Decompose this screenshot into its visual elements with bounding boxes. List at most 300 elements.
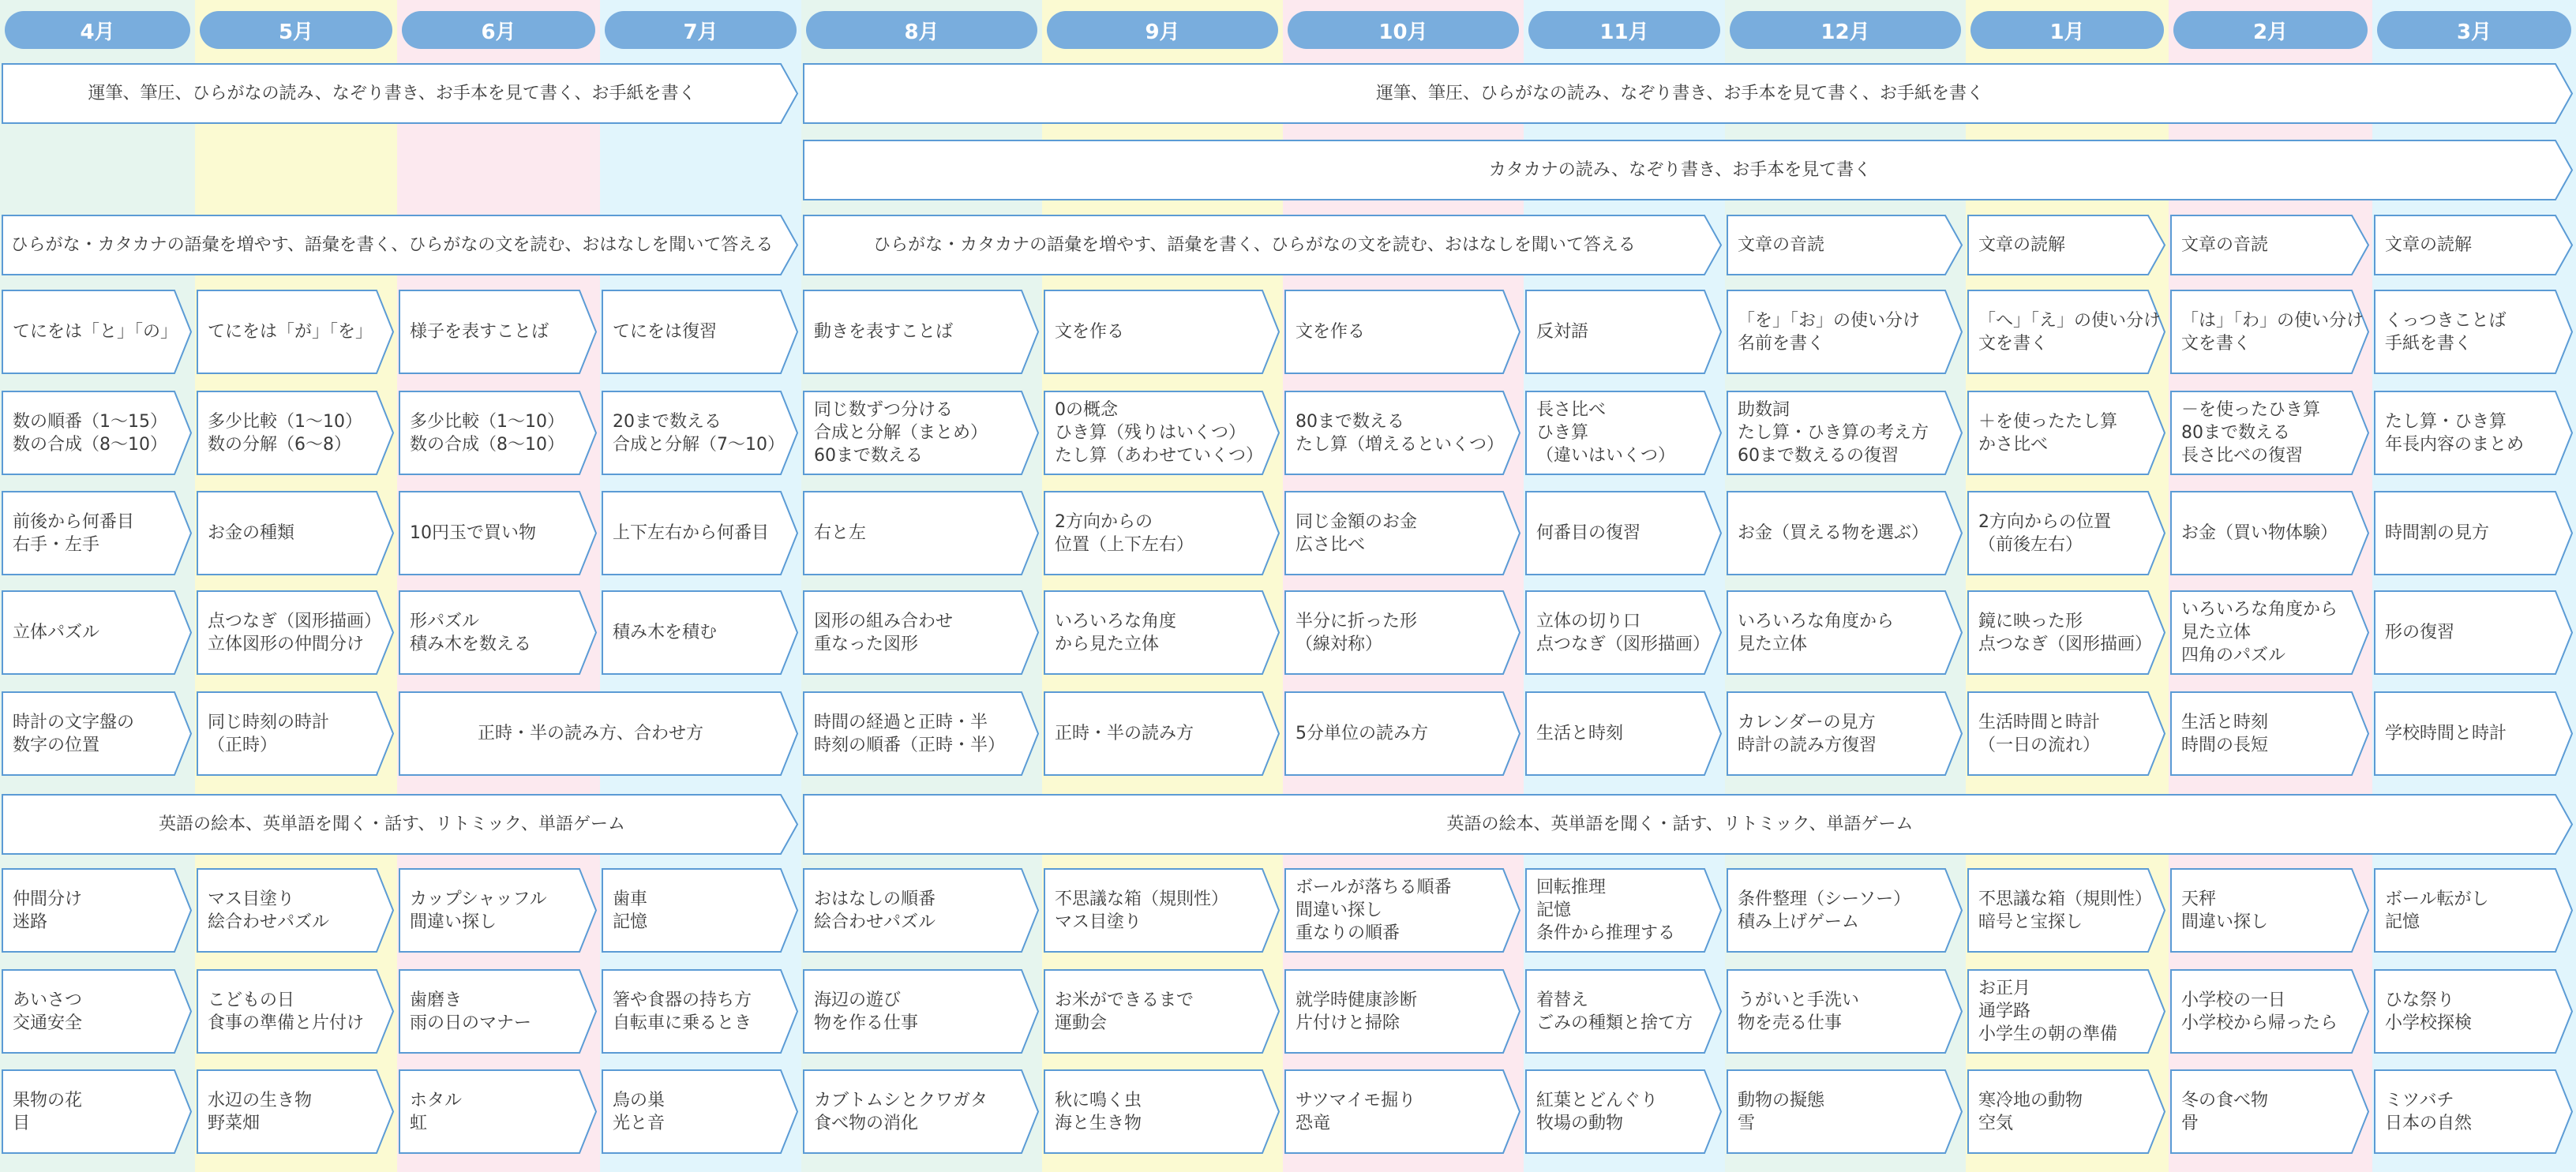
curriculum-cell [1727,691,1963,776]
cell-line: 上下左右から何番目 [613,523,770,543]
cell-line: 積み木を積む [613,623,718,642]
cell-line: 多少比較（1〜10） [410,411,564,432]
cell-text [2181,290,2364,374]
curriculum-cell [1525,691,1722,776]
cell-text [410,868,573,953]
cell-line: 時刻の順番（正時・半） [814,735,1006,755]
cell-line: 手紙を書く [2385,333,2473,354]
cell-line: 点つなぎ（図形描画） [1978,634,2153,654]
cell-line: てにをは復習 [613,322,718,342]
cell-text [1738,1069,1939,1154]
cell-line: 天秤 [2181,889,2217,909]
cell-line: 見た立体 [2181,623,2252,642]
cell-text [1055,868,1256,953]
cell-line: 歯磨き [410,990,463,1010]
cell-text [208,868,370,953]
curriculum-cell [197,491,394,575]
curriculum-cell [1044,868,1280,953]
cell-text [1978,215,2142,275]
cell-line: 重なった図形 [814,634,919,654]
cell-line: 正時・半の読み方、合わせ方 [477,724,703,743]
month-header-3: 6月 [402,11,595,49]
curriculum-cell [2170,215,2369,275]
cell-text [814,1069,1015,1154]
curriculum-cell [399,391,597,475]
cell-line: 間違い探し [2181,912,2269,932]
cell-line: 光と音 [613,1113,666,1133]
cell-line: 間違い探し [410,912,497,932]
cell-line: 数の順番（1〜15） [13,411,167,432]
cell-text [613,391,785,475]
cell-line: ボール転がし [2385,889,2489,909]
cell-line: 条件から推理する [1536,923,1676,943]
cell-line: うがいと手洗い [1738,990,1860,1010]
cell-text [208,290,373,374]
cell-line: 5分単位の読み方 [1295,724,1428,743]
curriculum-cell [197,691,394,776]
cell-line: たし算・ひき算の考え方 [1738,423,1929,443]
cell-text [9,794,774,855]
cell-text [9,63,774,124]
cell-text [208,691,370,776]
cell-line: 文を書く [1978,333,2049,354]
cell-text [1295,590,1497,675]
cell-line: 形パズル [410,611,480,631]
cell-text [1738,969,1939,1054]
cell-line: 同じ金額のお金 [1295,511,1418,532]
curriculum-cell [1284,491,1520,575]
curriculum-cell [602,491,798,575]
cell-line: 図形の組み合わせ [814,611,954,631]
cell-line: 記憶 [2385,912,2420,932]
cell-text [208,590,382,675]
cell-text [410,1069,573,1154]
cell-line: 点つなぎ（図形描画） [1536,634,1711,654]
curriculum-cell [803,140,2573,200]
cell-line: （前後左右） [1978,534,2083,555]
cell-line: 前後から何番目 [13,511,135,532]
curriculum-cell [803,215,1722,275]
cell-line: ひらがな・カタカナの語彙を増やす、語彙を書く、ひらがなの文を読む、おはなしを聞いて答える [873,235,1636,255]
cell-line: てにをは「と」「の」 [13,322,178,342]
curriculum-cell [1284,391,1520,475]
cell-line: ＋を使ったたし算 [1978,411,2118,432]
cell-text [2385,691,2549,776]
curriculum-cell [1044,391,1280,475]
cell-text [814,290,1015,374]
cell-line: カタカナの読み、なぞり書き、お手本を見て書く [1488,160,1872,180]
cell-text [1978,290,2162,374]
curriculum-cell [2,969,192,1054]
cell-line: （一日の流れ） [1978,735,2101,755]
cell-line: 数の合成（8〜10） [13,434,167,455]
cell-line: 時計の読み方復習 [1738,735,1877,755]
cell-line: 多少比較（1〜10） [208,411,362,432]
curriculum-cell [399,290,597,374]
cell-line: 時間の経過と正時・半 [814,712,988,732]
curriculum-cell [2,868,192,953]
curriculum-cell [2374,215,2573,275]
cell-line: たし算・ひき算 [2385,411,2507,432]
cell-line: いろいろな角度から [1738,611,1895,631]
cell-line: 日本の自然 [2385,1113,2473,1133]
curriculum-cell [1284,691,1520,776]
cell-text [2181,391,2345,475]
cell-line: 合成と分解（まとめ） [814,423,988,443]
cell-line: 鏡に映った形 [1978,611,2083,631]
cell-text [13,590,168,675]
cell-line: 60まで数えるの復習 [1738,446,1899,466]
curriculum-cell [1727,391,1963,475]
curriculum-cell [2170,1069,2369,1154]
cell-text [2385,1069,2549,1154]
cell-line: 「を」「お」の使い分け [1738,310,1921,331]
curriculum-cell [1525,391,1722,475]
curriculum-cell [399,969,597,1054]
cell-text [613,1069,774,1154]
cell-line: ひき算 [1536,423,1589,443]
cell-line: お金（買い物体験） [2181,523,2338,543]
cell-line: 正時・半の読み方 [1055,724,1194,743]
cell-line: 長さ比べの復習 [2181,446,2304,466]
curriculum-cell [2374,691,2573,776]
cell-line: ごみの種類と捨て方 [1536,1013,1693,1033]
curriculum-cell [1525,491,1722,575]
cell-text [13,868,168,953]
cell-line: 60まで数える [814,446,923,466]
cell-line: ミツバチ [2385,1090,2454,1110]
cell-line: 食事の準備と片付け [208,1013,365,1033]
cell-line: －を使ったひき算 [2181,400,2321,420]
cell-line: かさ比べ [1978,434,2049,455]
curriculum-cell [1967,491,2165,575]
cell-line: 物を売る仕事 [1738,1013,1843,1033]
cell-line: （違いはいくつ） [1536,446,1676,466]
curriculum-cell [399,868,597,953]
cell-line: 箸や食器の持ち方 [613,990,752,1010]
curriculum-cell [803,691,1039,776]
cell-line: 小学校探検 [2385,1013,2473,1033]
cell-line: いろいろな角度から [2181,600,2338,620]
curriculum-cell [197,868,394,953]
cell-text [1055,691,1256,776]
curriculum-cell [1967,290,2165,374]
cell-text [1536,491,1698,575]
cell-text [410,290,573,374]
curriculum-cell [2170,491,2369,575]
cell-line: 回転推理 [1536,878,1607,897]
cell-line: 仲間分け [13,889,83,909]
cell-text [1978,1069,2142,1154]
curriculum-cell [197,290,394,374]
curriculum-cell [197,1069,394,1154]
curriculum-cell [602,1069,798,1154]
cell-text [1055,391,1264,475]
cell-line: 数の分解（6〜8） [208,434,351,455]
curriculum-cell [1525,969,1722,1054]
cell-line: 右と左 [814,523,867,543]
cell-text [13,391,168,475]
curriculum-cell [1727,290,1963,374]
curriculum-cell [1967,1069,2165,1154]
cell-text [1055,590,1256,675]
cell-text [410,969,573,1054]
cell-line: 時間の長短 [2181,735,2269,755]
cell-text [13,691,168,776]
cell-line: 冬の食べ物 [2181,1090,2269,1110]
cell-text [2385,969,2549,1054]
cell-line: 自転車に乗るとき [613,1013,752,1033]
cell-text [13,1069,168,1154]
month-header-2: 5月 [200,11,392,49]
cell-line: 形の復習 [2385,623,2455,642]
cell-line: 点つなぎ（図形描画） [208,611,382,631]
cell-text [1536,590,1711,675]
curriculum-cell [803,491,1039,575]
cell-line: マス目塗り [1055,912,1142,932]
cell-text [1978,691,2142,776]
cell-line: 文章の音読 [1738,235,1825,255]
cell-line: 時計の文字盤の [13,712,135,732]
cell-text [2181,590,2345,675]
cell-line: 小学生の朝の準備 [1978,1024,2118,1044]
cell-line: ボールが落ちる順番 [1295,878,1452,897]
cell-text [1295,969,1497,1054]
cell-text [2385,491,2549,575]
month-header-10: 1月 [1970,11,2164,49]
curriculum-cell [803,590,1039,675]
cell-text [1738,215,1939,275]
cell-line: から見た立体 [1055,634,1160,654]
cell-line: 生活と時刻 [1536,724,1624,743]
cell-text [1738,868,1939,953]
curriculum-cell [1044,1069,1280,1154]
cell-text [613,491,774,575]
cell-line: 着替え [1536,990,1589,1010]
curriculum-cell [197,969,394,1054]
cell-line: （線対称） [1295,634,1383,654]
cell-text [9,215,774,275]
cell-text [2385,215,2549,275]
month-header-12: 3月 [2377,11,2571,49]
cell-line: 暗号と宝探し [1978,912,2083,932]
curriculum-cell [2,290,192,374]
curriculum-cell [1967,868,2165,953]
curriculum-cell [399,491,597,575]
cell-text [1295,290,1497,374]
cell-line: 絵合わせパズル [814,912,936,932]
cell-line: 文章の読解 [2385,235,2473,255]
curriculum-cell [2374,1069,2573,1154]
curriculum-cell [602,391,798,475]
cell-line: 文を作る [1055,322,1125,342]
cell-line: 恐竜 [1295,1113,1331,1133]
curriculum-cell [197,391,394,475]
cell-line: 動きを表すことば [814,322,954,342]
curriculum-cell [1727,969,1963,1054]
cell-line: 海辺の遊び [814,990,902,1010]
cell-line: 長さ比べ [1536,400,1607,420]
cell-line: 不思議な箱（規則性） [1978,889,2153,909]
cell-text [208,491,370,575]
cell-line: 雨の日のマナー [410,1013,532,1033]
cell-text [1738,290,1939,374]
cell-text [814,590,1015,675]
curriculum-cell [2170,391,2369,475]
cell-line: 合成と分解（7〜10） [613,434,785,455]
cell-line: 80まで数える [1295,411,1404,432]
curriculum-cell [1727,590,1963,675]
cell-text [1055,290,1256,374]
cell-line: たし算（増えるといくつ） [1295,434,1505,455]
cell-text [1295,1069,1497,1154]
cell-line: カレンダーの見方 [1738,712,1876,732]
curriculum-cell [602,868,798,953]
cell-text [410,491,573,575]
cell-line: 運動会 [1055,1013,1108,1033]
cell-text [814,491,1015,575]
curriculum-cell [2374,290,2573,374]
cell-text [1295,868,1497,953]
month-header-5: 8月 [806,11,1037,49]
cell-text [1055,1069,1256,1154]
cell-line: 文章の音読 [2181,235,2269,255]
curriculum-cell [602,590,798,675]
cell-text [811,63,2549,124]
cell-line: 小学校から帰ったら [2181,1013,2338,1033]
cell-line: おはなしの順番 [814,889,936,909]
cell-line: 運筆、筆圧、ひらがなの読み、なぞり書き、お手本を見て書く、お手紙を書く [88,84,696,103]
cell-text [208,391,370,475]
cell-line: 野菜畑 [208,1113,261,1133]
cell-line: 学校時間と時計 [2385,724,2507,743]
curriculum-cell [1044,290,1280,374]
curriculum-cell [1727,868,1963,953]
cell-line: 2方向からの [1055,511,1153,532]
cell-line: 「は」「わ」の使い分け [2181,310,2364,331]
cell-line: 右手・左手 [13,534,100,555]
curriculum-cell [1284,1069,1520,1154]
cell-text [2385,290,2549,374]
cell-line: こどもの日 [208,990,295,1010]
cell-line: 英語の絵本、英単語を聞く・話す、リトミック、単語ゲーム [1446,814,1914,834]
cell-text [613,290,774,374]
curriculum-cell [1284,868,1520,953]
cell-text [2385,868,2549,953]
cell-line: 紅葉とどんぐり [1536,1090,1659,1110]
cell-line: 立体図形の仲間分け [208,634,365,654]
curriculum-cell [803,290,1039,374]
cell-line: 2方向からの位置 [1978,511,2111,532]
curriculum-cell [1525,868,1722,953]
cell-line: （正時） [208,735,278,755]
cell-text [1295,491,1497,575]
cell-text [811,140,2549,200]
cell-line: 骨 [2181,1113,2199,1133]
cell-line: 運筆、筆圧、ひらがなの読み、なぞり書き、お手本を見て書く、お手紙を書く [1375,84,1984,103]
cell-text [1536,290,1698,374]
cell-text [814,691,1015,776]
curriculum-cell [399,590,597,675]
cell-line: ホタル [410,1090,463,1110]
curriculum-cell [2374,391,2573,475]
cell-line: 20まで数える [613,411,722,432]
curriculum-cell [1525,1069,1722,1154]
curriculum-cell [1727,491,1963,575]
cell-line: ひき算（残りはいくつ） [1055,423,1247,443]
cell-text [613,969,774,1054]
cell-line: 様子を表すことば [410,322,549,342]
cell-line: 海と生き物 [1055,1113,1142,1133]
cell-line: ひらがな・カタカナの語彙を増やす、語彙を書く、ひらがなの文を読む、おはなしを聞いて答える [10,235,774,255]
cell-text [1978,969,2142,1054]
cell-line: お米ができるまで [1055,990,1194,1010]
cell-text [2181,969,2345,1054]
curriculum-cell [2170,691,2369,776]
cell-line: 10円玉で買い物 [410,523,536,543]
cell-text [410,391,573,475]
month-header-7: 10月 [1288,11,1519,49]
cell-line: お金（買える物を選ぶ） [1738,523,1929,543]
cell-line: 水辺の生き物 [208,1090,313,1110]
cell-text [814,391,1015,475]
cell-text [1978,491,2142,575]
curriculum-cell [2170,290,2369,374]
curriculum-cell [602,290,798,374]
cell-text [613,590,774,675]
cell-text [1055,969,1256,1054]
cell-line: 小学校の一日 [2181,990,2286,1010]
cell-text [1978,590,2153,675]
cell-text [1536,391,1698,475]
cell-line: カブトムシとクワガタ [814,1090,988,1110]
curriculum-cell [2,63,798,124]
curriculum-cell [1967,590,2165,675]
curriculum-cell [1044,691,1280,776]
cell-text [1738,590,1939,675]
curriculum-cell [2374,868,2573,953]
cell-line: マス目塗り [208,889,295,909]
cell-text [613,868,774,953]
cell-line: 年長内容のまとめ [2385,434,2525,455]
cell-line: 立体の切り口 [1536,611,1641,631]
cell-text [2181,215,2345,275]
curriculum-cell [1967,215,2165,275]
curriculum-cell [2,215,798,275]
curriculum-cell [2170,868,2369,953]
curriculum-cell [1967,969,2165,1054]
cell-line: お正月 [1978,979,2031,998]
cell-line: 迷路 [13,912,48,932]
cell-line: 同じ数ずつ分ける [814,400,954,420]
curriculum-cell [2170,969,2369,1054]
curriculum-cell [1525,290,1722,374]
cell-line: 記憶 [613,912,648,932]
cell-line: 位置（上下左右） [1055,534,1194,555]
curriculum-cell [803,1069,1039,1154]
cell-text [1978,868,2153,953]
curriculum-cell [803,794,2573,855]
cell-line: 積み木を数える [410,634,532,654]
cell-line: 重なりの順番 [1295,923,1400,943]
curriculum-cell [803,868,1039,953]
cell-line: 条件整理（シーソー） [1738,889,1911,909]
curriculum-cell [2374,969,2573,1054]
cell-line: 鳥の巣 [613,1090,666,1110]
cell-line: くっつきことば [2385,310,2507,331]
cell-line: 間違い探し [1295,901,1383,920]
curriculum-cell [1284,590,1520,675]
